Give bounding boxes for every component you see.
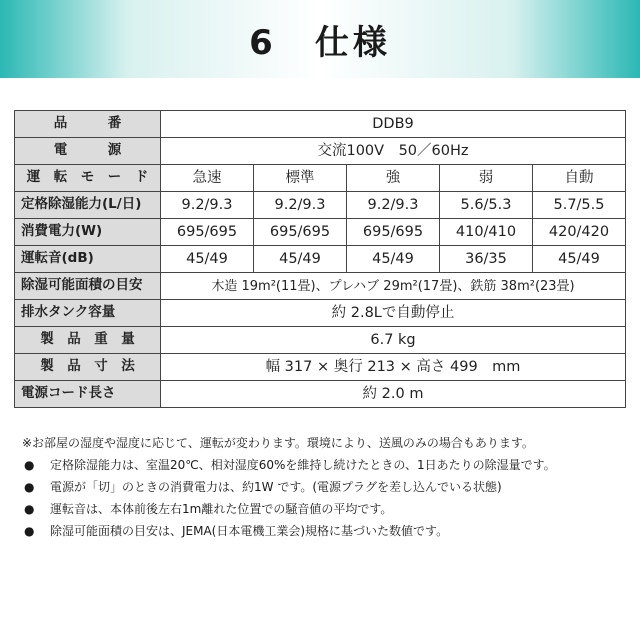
table-row [15, 300, 626, 327]
note-text: 運転音は、本体前後左右1m離れた位置での騒音値の平均です。 [50, 502, 393, 516]
table-cell: 45/49 [161, 246, 254, 273]
cell-mode-strong: 強 [347, 165, 440, 192]
notes-list [22, 454, 632, 542]
note-text: 電源が「切」のときの消費電力は、約1W です。(電源プラグを差し込んでいる状態) [50, 480, 502, 494]
table-cell: 45/49 [347, 246, 440, 273]
row-label-cord: 電源コード長さ [15, 381, 161, 408]
table-cell: 695/695 [161, 219, 254, 246]
spec-table [14, 110, 626, 408]
cell-tank: 約 2.8Lで自動停止 [161, 300, 626, 327]
cell-area: 木造 19m²(11畳)、プレハブ 29m²(17畳)、鉄筋 38m²(23畳) [161, 273, 626, 300]
cell-mode-standard: 標準 [254, 165, 347, 192]
bullet-icon: ● [24, 524, 35, 538]
table-row [15, 219, 626, 246]
row-label-dehumidify: 定格除湿能力(L/日) [15, 192, 161, 219]
row-label-consumption: 消費電力(W) [15, 219, 161, 246]
row-label-noise: 運転音(dB) [15, 246, 161, 273]
list-item [22, 498, 632, 520]
list-item [22, 520, 632, 542]
row-label-mode: 運 転 モ ー ド [15, 165, 161, 192]
bullet-icon: ● [24, 458, 35, 472]
table-cell: 36/35 [440, 246, 533, 273]
row-label-model: 品 番 [15, 111, 161, 138]
bullet-icon: ● [24, 502, 35, 516]
table-row [15, 246, 626, 273]
note-text: 除湿可能面積の目安は、JEMA(日本電機工業会)規格に基づいた数値です。 [50, 524, 449, 538]
cell-mode-auto: 自動 [533, 165, 626, 192]
row-label-dimensions: 製 品 寸 法 [15, 354, 161, 381]
cell-mode-rapid: 急速 [161, 165, 254, 192]
title-banner [0, 0, 640, 78]
table-row [15, 327, 626, 354]
table-cell: 410/410 [440, 219, 533, 246]
list-item [22, 476, 632, 498]
row-label-power-source: 電 源 [15, 138, 161, 165]
bullet-icon: ● [24, 480, 35, 494]
row-label-area: 除湿可能面積の目安 [15, 273, 161, 300]
table-row [15, 165, 626, 192]
table-cell: 5.6/5.3 [440, 192, 533, 219]
cell-cord: 約 2.0 m [161, 381, 626, 408]
note-text: 定格除湿能力は、室温20℃、相対湿度60%を維持し続けたときの、1日あたりの除湿量です。 [50, 458, 556, 472]
table-row [15, 381, 626, 408]
table-cell: 9.2/9.3 [161, 192, 254, 219]
cell-mode-weak: 弱 [440, 165, 533, 192]
table-cell: 695/695 [254, 219, 347, 246]
list-item [22, 454, 632, 476]
table-row [15, 138, 626, 165]
table-row [15, 111, 626, 138]
page-title: 6 仕様 [249, 22, 391, 63]
table-cell: 695/695 [347, 219, 440, 246]
notes [22, 432, 632, 542]
row-label-tank: 排水タンク容量 [15, 300, 161, 327]
table-row [15, 354, 626, 381]
table-cell: 420/420 [533, 219, 626, 246]
note-general: ※お部屋の湿度や湿度に応じて、運転が変わります。環境により、送風のみの場合もあります。 [22, 436, 534, 450]
table-cell: 9.2/9.3 [347, 192, 440, 219]
table-cell: 45/49 [533, 246, 626, 273]
table-cell: 5.7/5.5 [533, 192, 626, 219]
table-cell: 9.2/9.3 [254, 192, 347, 219]
row-label-weight: 製 品 重 量 [15, 327, 161, 354]
table-row [15, 192, 626, 219]
cell-weight: 6.7 kg [161, 327, 626, 354]
table-cell: 45/49 [254, 246, 347, 273]
cell-dimensions: 幅 317 × 奥行 213 × 高さ 499 mm [161, 354, 626, 381]
table-row [15, 273, 626, 300]
cell-model: DDB9 [161, 111, 626, 138]
cell-power-source: 交流100V 50／60Hz [161, 138, 626, 165]
